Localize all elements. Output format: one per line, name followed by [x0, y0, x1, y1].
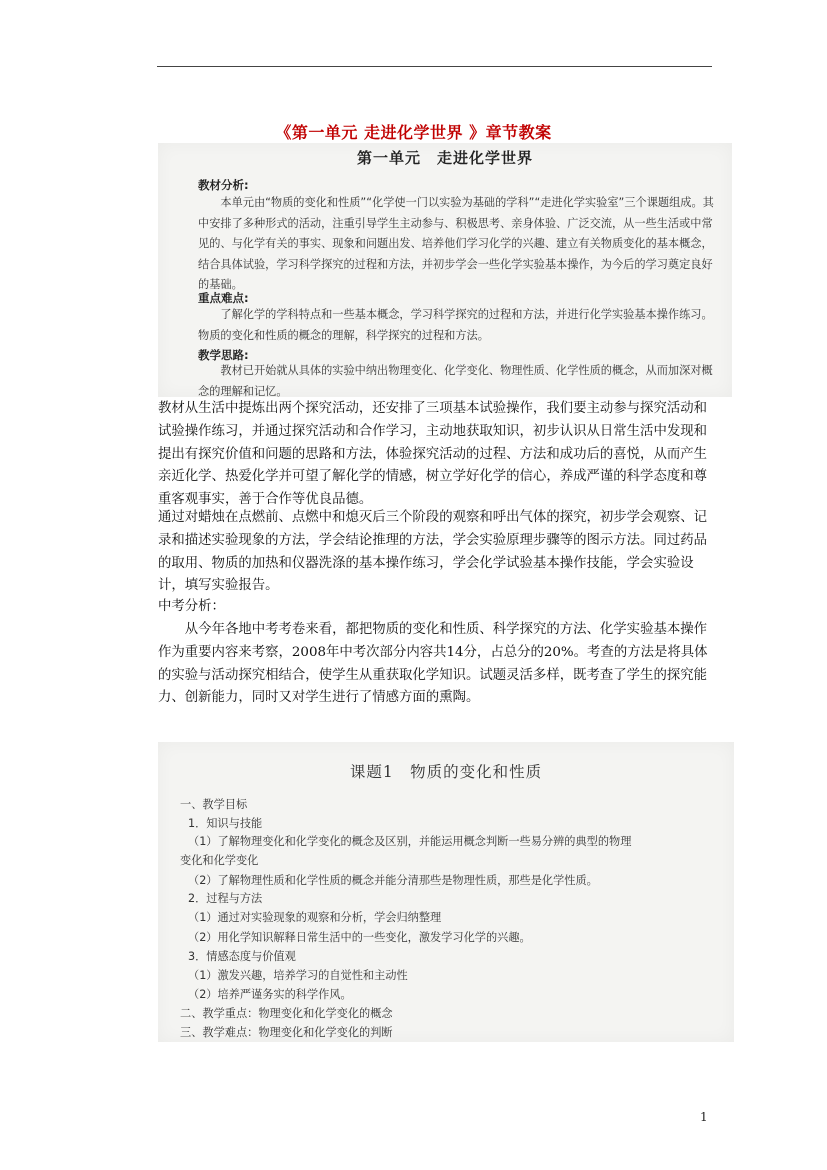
- paragraph-2: 通过对蜡烛在点燃前、点燃中和熄灭后三个阶段的观察和呼出气体的探究，初步学会观察、记录和描述实验现象的方法，学会结论推理的方法，学会实验原理步骤等的图示方法。同过药品的取用、物质的加热和仪器洗涤的基本操作练习，学会化学试验基本操作技能，学会实验设计，填写实验报告。: [158, 510, 708, 594]
- lesson-line: （2）培养严谨务实的科学作风。: [188, 988, 352, 1001]
- lesson-title: 课题1 物质的变化和性质: [349, 763, 543, 781]
- lesson-line: 1．知识与技能: [188, 817, 263, 830]
- lesson-line: 一、教学目标: [180, 798, 248, 811]
- lesson-line: 变化和化学变化: [180, 854, 259, 867]
- lesson-line: 2．过程与方法: [188, 892, 263, 905]
- scanned-image-unit-overview: [158, 143, 732, 397]
- lesson-line: （2）了解物理性质和化学性质的概念并能分清那些是物理性质，那些是化学性质。: [188, 874, 598, 887]
- page-number: 1: [700, 1110, 708, 1124]
- lesson-line: 3．情感态度与价值观: [188, 950, 296, 963]
- lesson-line: （1）通过对实验现象的观察和分析，学会归纳整理: [188, 911, 442, 924]
- scanned-image-lesson-1: [158, 742, 734, 1042]
- teaching-thought-text: 教材已开始就从具体的实验中纳出物理变化、化学变化、物理性质、化学性质的概念，从而加深对概念的理解和记忆。: [198, 364, 713, 398]
- header-rule: [157, 66, 712, 67]
- lesson-line: 三、教学难点：物理变化和化学变化的判断: [180, 1026, 393, 1039]
- lesson-line: （1）激发兴趣，培养学习的自觉性和主动性: [188, 969, 408, 982]
- exam-analysis-text: 从今年各地中考考卷来看，都把物质的变化和性质、科学探究的方法、化学实验基本操作作为重要内容来考察，2008年中考次部分内容共14分，占总分的20%。考查的方法是将具体的实验与活动探究相结合，使学生从重获取化学知识。试题灵活多样，既考查了学生的探究能力、创新能力，同时又对学生进行了情感方面的熏陶。: [158, 622, 708, 706]
- teaching-thought-heading: 教学思路:: [198, 348, 249, 362]
- analysis-text: 本单元由“物质的变化和性质”“化学使一门以实验为基础的学科”“走进化学实验室”三个课题组成。其中安排了多种形式的活动，注重引导学生主动参与、积极思考、亲身体验、广泛交流，从一些生活或中常见的、与化学有关的事实、现象和问题出发、培养他们学习化学的兴趣、建立有关物质变化的基本概念，结合具体试验，学习科学探究的过程和方法，并初步学会一些化学实验基本操作，为今后的学习奠定良好的基础。: [198, 196, 714, 291]
- analysis-heading: 教材分析:: [198, 178, 249, 192]
- document-title: 《第一单元 走进化学世界 》章节教案: [275, 123, 552, 142]
- lesson-line: 二、教学重点：物理变化和化学变化的概念: [180, 1007, 393, 1020]
- scan-unit-title: 第一单元 走进化学世界: [356, 149, 533, 167]
- lesson-line: （1）了解物理变化和化学变化的概念及区别，并能运用概念判断一些易分辨的典型的物理: [188, 835, 632, 848]
- key-points-text: 了解化学的学科特点和一些基本概念，学习科学探究的过程和方法，并进行化学实验基本操作练习。物质的变化和性质的概念的理解，科学探究的过程和方法。: [198, 308, 713, 342]
- key-points-heading: 重点难点:: [198, 291, 249, 305]
- exam-analysis-heading: 中考分析：: [158, 599, 225, 614]
- paragraph-1: 教材从生活中提炼出两个探究活动，还安排了三项基本试验操作，我们要主动参与探究活动和试验操作练习，并通过探究活动和合作学习，主动地获取知识，初步认识从日常生活中发现和提出有探究价值和问题的思路和方法，体验探究活动的过程、方法和成功后的喜悦，从而产生亲近化学、热爱化学并可望了解化学的情感，树立学好化学的信心，养成严谨的科学态度和尊重客观事实，善于合作等优良品德。: [158, 401, 708, 508]
- lesson-line: （2）用化学知识解释日常生活中的一些变化，激发学习化学的兴趣。: [188, 931, 531, 944]
